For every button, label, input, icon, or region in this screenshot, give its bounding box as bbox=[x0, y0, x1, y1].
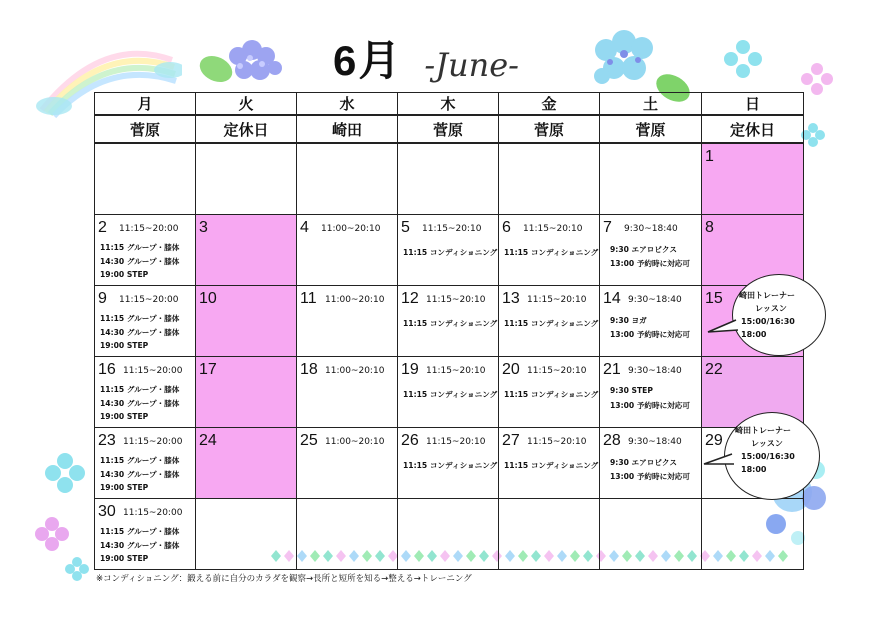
day-cell bbox=[196, 286, 297, 357]
day-cell bbox=[600, 428, 702, 499]
day-number: 30 bbox=[98, 503, 116, 520]
lesson-entry: 19:00 STEP bbox=[100, 483, 149, 492]
opening-hours: 11:15~20:00 bbox=[123, 508, 183, 518]
day-cell bbox=[702, 143, 804, 215]
opening-hours: 11:15~20:10 bbox=[422, 224, 482, 234]
lesson-entry: 11:15 コンディショニング bbox=[403, 248, 498, 257]
day-number: 23 bbox=[98, 432, 116, 449]
lesson-entry: 19:00 STEP bbox=[100, 554, 149, 563]
month-english: -June- bbox=[424, 46, 519, 84]
week-row bbox=[95, 499, 804, 570]
day-cell bbox=[499, 286, 600, 357]
lesson-entry: 11:15 コンディショニング bbox=[504, 248, 599, 257]
lesson-entry: 11:15 コンディショニング bbox=[403, 319, 498, 328]
lesson-entry: 14:30 グループ・膝体 bbox=[100, 257, 180, 266]
empty-day-cell bbox=[398, 143, 499, 215]
opening-hours: 11:15~20:00 bbox=[123, 437, 183, 447]
day-cell bbox=[95, 357, 196, 428]
opening-hours: 9:30~18:40 bbox=[628, 437, 682, 447]
day-number: 4 bbox=[300, 219, 309, 236]
opening-hours: 11:15~20:10 bbox=[426, 437, 486, 447]
lesson-entry: 9:30 エアロビクス bbox=[610, 245, 678, 254]
staff-header: 菅原 bbox=[95, 115, 196, 143]
opening-hours: 11:15~20:10 bbox=[527, 437, 587, 447]
day-number: 17 bbox=[199, 361, 217, 378]
day-number: 12 bbox=[401, 290, 419, 307]
staff-header: 菅原 bbox=[398, 115, 499, 143]
day-number: 29 bbox=[705, 432, 723, 449]
calendar-grid bbox=[94, 92, 804, 570]
week-row bbox=[95, 143, 804, 215]
lesson-entry: 14:30 グループ・膝体 bbox=[100, 328, 180, 337]
day-cell bbox=[398, 428, 499, 499]
day-cell bbox=[499, 357, 600, 428]
day-number: 2 bbox=[98, 219, 107, 236]
day-number: 22 bbox=[705, 361, 723, 378]
empty-day-cell bbox=[600, 499, 702, 570]
weekday-header: 水 bbox=[297, 93, 398, 116]
day-number: 5 bbox=[401, 219, 410, 236]
day-number: 20 bbox=[502, 361, 520, 378]
weekday-header: 金 bbox=[499, 93, 600, 116]
lesson-entry: 11:15 グループ・膝体 bbox=[100, 243, 180, 252]
day-number: 10 bbox=[199, 290, 217, 307]
empty-day-cell bbox=[196, 143, 297, 215]
day-cell bbox=[499, 428, 600, 499]
lesson-entry: 13:00 予約時に対応可 bbox=[610, 330, 690, 339]
empty-day-cell bbox=[95, 143, 196, 215]
day-number: 3 bbox=[199, 219, 208, 236]
weekday-header: 火 bbox=[196, 93, 297, 116]
day-number: 15 bbox=[705, 290, 723, 307]
empty-day-cell bbox=[297, 499, 398, 570]
empty-day-cell bbox=[297, 143, 398, 215]
page-title bbox=[333, 38, 519, 88]
day-number: 11 bbox=[300, 290, 317, 307]
flower-icon bbox=[44, 452, 86, 494]
footnote: ※コンディショニング：鍛える前に自分のカラダを観察→長所と短所を知る→整える→トレーニング bbox=[96, 574, 472, 584]
day-number: 13 bbox=[502, 290, 520, 307]
lesson-entry: 13:00 予約時に対応可 bbox=[610, 401, 690, 410]
empty-day-cell bbox=[398, 499, 499, 570]
lesson-entry: 13:00 予約時に対応可 bbox=[610, 259, 690, 268]
opening-hours: 11:00~20:10 bbox=[325, 295, 385, 305]
day-cell bbox=[95, 215, 196, 286]
day-number: 21 bbox=[603, 361, 621, 378]
week-row bbox=[95, 286, 804, 357]
day-number: 7 bbox=[603, 219, 612, 236]
day-cell bbox=[398, 215, 499, 286]
day-number: 6 bbox=[502, 219, 511, 236]
day-cell bbox=[600, 215, 702, 286]
lesson-entry: 13:00 予約時に対応可 bbox=[610, 472, 690, 481]
empty-day-cell bbox=[196, 499, 297, 570]
opening-hours: 11:15~20:10 bbox=[527, 295, 587, 305]
day-number: 26 bbox=[401, 432, 419, 449]
day-number: 24 bbox=[199, 432, 217, 449]
weekday-header: 土 bbox=[600, 93, 702, 116]
opening-hours: 11:15~20:10 bbox=[426, 366, 486, 376]
day-cell bbox=[398, 357, 499, 428]
bubble-line: レッスン bbox=[755, 304, 787, 313]
lesson-entry: 11:15 グループ・膝体 bbox=[100, 527, 180, 536]
opening-hours: 11:15~20:10 bbox=[527, 366, 587, 376]
lesson-entry: 19:00 STEP bbox=[100, 270, 149, 279]
lesson-entry: 14:30 グループ・膝体 bbox=[100, 470, 180, 479]
opening-hours: 11:15~20:10 bbox=[523, 224, 583, 234]
lesson-entry: 11:15 コンディショニング bbox=[504, 390, 599, 399]
bubble-tail bbox=[706, 318, 740, 336]
lesson-entry: 9:30 STEP bbox=[610, 386, 653, 395]
opening-hours: 11:00~20:10 bbox=[321, 224, 381, 234]
empty-day-cell bbox=[600, 143, 702, 215]
empty-day-cell bbox=[499, 499, 600, 570]
day-cell bbox=[196, 357, 297, 428]
lesson-entry: 11:15 グループ・膝体 bbox=[100, 314, 180, 323]
opening-hours: 9:30~18:40 bbox=[628, 366, 682, 376]
lesson-entry: 11:15 コンディショニング bbox=[403, 461, 498, 470]
bubble-line: レッスン bbox=[751, 439, 783, 448]
lesson-entry: 9:30 エアロビクス bbox=[610, 458, 678, 467]
staff-header: 定休日 bbox=[196, 115, 297, 143]
day-number: 9 bbox=[98, 290, 107, 307]
bubble-tail bbox=[702, 452, 736, 470]
day-number: 14 bbox=[603, 290, 621, 307]
week-row bbox=[95, 215, 804, 286]
day-cell bbox=[297, 286, 398, 357]
bubble-line: 崎田トレーナー bbox=[739, 291, 795, 300]
bubble-line: 18:00 bbox=[741, 465, 767, 474]
lesson-entry: 11:15 コンディショニング bbox=[403, 390, 498, 399]
lesson-entry: 9:30 ヨガ bbox=[610, 316, 647, 325]
lesson-entry: 14:30 グループ・膝体 bbox=[100, 399, 180, 408]
week-row bbox=[95, 428, 804, 499]
bubble-line: 崎田トレーナー bbox=[735, 426, 791, 435]
flower-icon bbox=[722, 38, 764, 80]
day-number: 28 bbox=[603, 432, 621, 449]
day-cell bbox=[499, 215, 600, 286]
opening-hours: 11:00~20:10 bbox=[325, 437, 385, 447]
day-cell bbox=[95, 286, 196, 357]
staff-header: 崎田 bbox=[297, 115, 398, 143]
empty-day-cell bbox=[499, 143, 600, 215]
day-cell bbox=[196, 215, 297, 286]
staff-header: 菅原 bbox=[600, 115, 702, 143]
week-row bbox=[95, 357, 804, 428]
bubble-line: 15:00/16:30 bbox=[741, 452, 795, 461]
opening-hours: 9:30~18:40 bbox=[628, 295, 682, 305]
opening-hours: 11:15~20:00 bbox=[119, 295, 179, 305]
opening-hours: 11:15~20:00 bbox=[119, 224, 179, 234]
lesson-entry: 19:00 STEP bbox=[100, 341, 149, 350]
lesson-entry: 11:15 コンディショニング bbox=[504, 461, 599, 470]
lesson-entry: 11:15 グループ・膝体 bbox=[100, 456, 180, 465]
day-cell bbox=[95, 499, 196, 570]
day-number: 18 bbox=[300, 361, 318, 378]
day-number: 16 bbox=[98, 361, 116, 378]
day-cell bbox=[297, 357, 398, 428]
bubble-line: 18:00 bbox=[741, 330, 767, 339]
day-cell bbox=[398, 286, 499, 357]
bubble-line: 15:00/16:30 bbox=[741, 317, 795, 326]
trainer-lesson-bubble bbox=[724, 412, 820, 500]
empty-day-cell bbox=[702, 499, 804, 570]
hydrangea-icon bbox=[220, 36, 290, 90]
lesson-entry: 14:30 グループ・膝体 bbox=[100, 541, 180, 550]
staff-header: 菅原 bbox=[499, 115, 600, 143]
lesson-entry: 11:15 コンディショニング bbox=[504, 319, 599, 328]
day-cell bbox=[297, 215, 398, 286]
opening-hours: 11:15~20:10 bbox=[426, 295, 486, 305]
day-number: 25 bbox=[300, 432, 318, 449]
lesson-entry: 11:15 グループ・膝体 bbox=[100, 385, 180, 394]
lesson-entry: 19:00 STEP bbox=[100, 412, 149, 421]
day-cell bbox=[95, 428, 196, 499]
day-number: 19 bbox=[401, 361, 419, 378]
day-cell bbox=[297, 428, 398, 499]
weekday-row bbox=[95, 93, 804, 116]
weekday-header: 月 bbox=[95, 93, 196, 116]
opening-hours: 11:15~20:00 bbox=[123, 366, 183, 376]
staff-row bbox=[95, 115, 804, 143]
day-number: 1 bbox=[705, 148, 714, 165]
opening-hours: 11:00~20:10 bbox=[325, 366, 385, 376]
weekday-header: 木 bbox=[398, 93, 499, 116]
month-title: 6月 bbox=[333, 37, 403, 84]
weekday-header: 日 bbox=[702, 93, 804, 116]
trainer-lesson-bubble bbox=[732, 274, 826, 356]
day-number: 27 bbox=[502, 432, 520, 449]
day-cell bbox=[196, 428, 297, 499]
day-cell bbox=[600, 357, 702, 428]
staff-header: 定休日 bbox=[702, 115, 804, 143]
opening-hours: 9:30~18:40 bbox=[624, 224, 678, 234]
flower-icon bbox=[800, 62, 834, 96]
day-cell bbox=[600, 286, 702, 357]
flower-icon bbox=[64, 556, 90, 582]
flower-icon bbox=[34, 516, 70, 552]
day-number: 8 bbox=[705, 219, 714, 236]
